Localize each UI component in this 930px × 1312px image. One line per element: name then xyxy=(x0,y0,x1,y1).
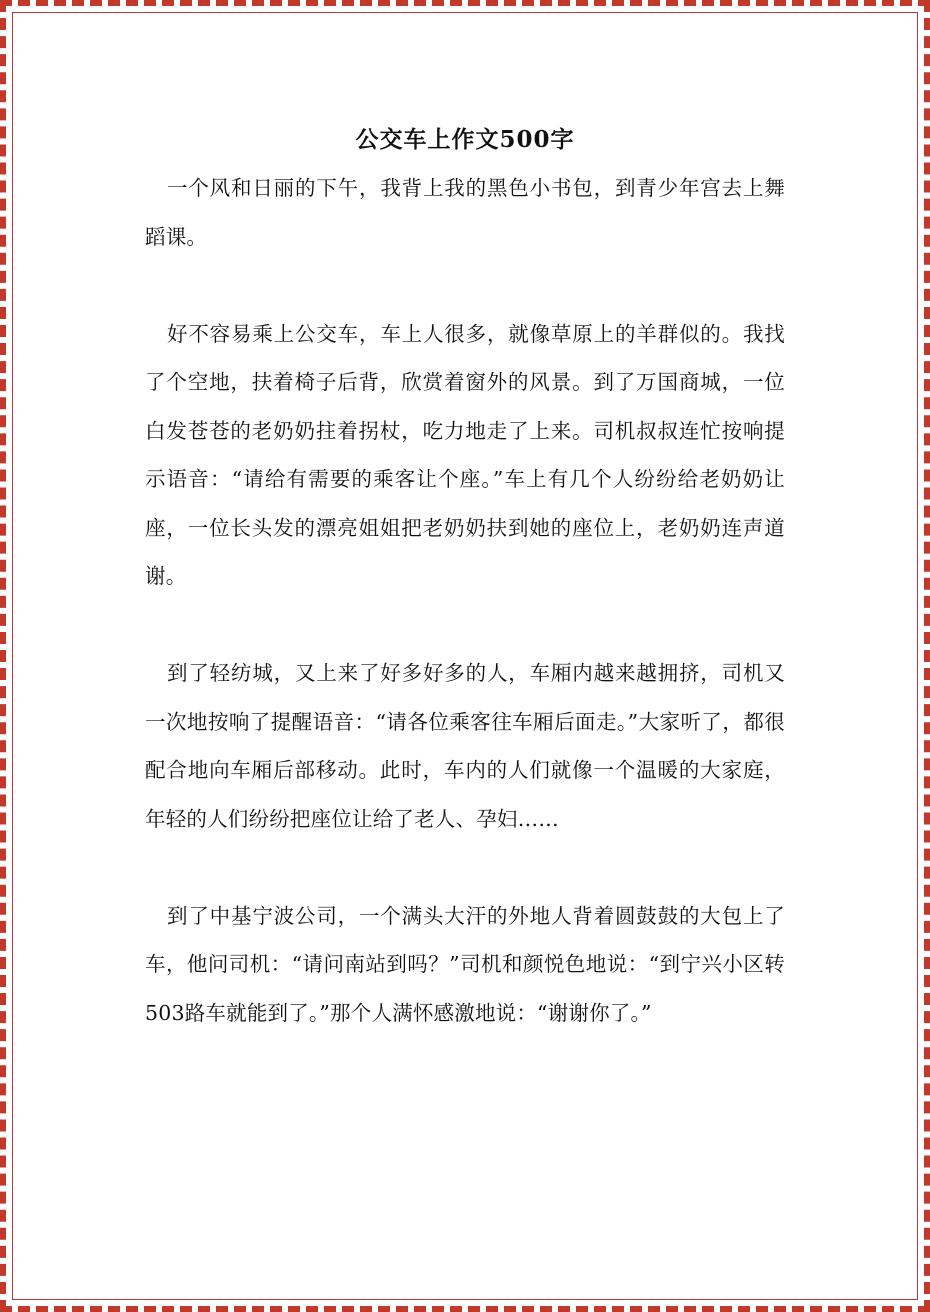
paragraph-4: 到了中基宁波公司，一个满头大汗的外地人背着圆鼓鼓的大包上了车，他问司机：“请问南站到吗？”司机和颜悦色地说：“到宁兴小区转503路车就能到了。”那个人满怀感激地说：“谢谢你了。” xyxy=(145,903,785,1025)
paragraph-2: 好不容易乘上公交车，车上人很多，就像草原上的羊群似的。我找了个空地，扶着椅子后背，欣赏着窗外的风景。到了万国商城，一位白发苍苍的老奶奶拄着拐杖，吃力地走了上来。司机叔叔连忙按响提示语音：“请给有需要的乘客让个座。”车上有几个人纷纷给老奶奶让座，一位长头发的漂亮姐姐把老奶奶扶到她的座位上，老奶奶连声道谢。 xyxy=(145,321,785,588)
paragraph-gap xyxy=(145,601,785,650)
paragraph-3: 到了轻纺城，又上来了好多好多的人，车厢内越来越拥挤，司机又一次地按响了提醒语音：“请各位乘客往车厢后面走。”大家听了，都很配合地向车厢后部移动。此时，车内的人们就像一个温暖的大家庭，年轻的人们纷纷把座位让给了老人、孕妇…… xyxy=(145,661,785,831)
paragraph-gap xyxy=(145,843,785,892)
document-page xyxy=(145,118,785,1037)
document-title: 公交车上作文500字 xyxy=(355,126,575,153)
paragraph-gap xyxy=(145,261,785,310)
paragraph-1: 一个风和日丽的下午，我背上我的黑色小书包，到青少年宫去上舞蹈课。 xyxy=(145,176,785,249)
